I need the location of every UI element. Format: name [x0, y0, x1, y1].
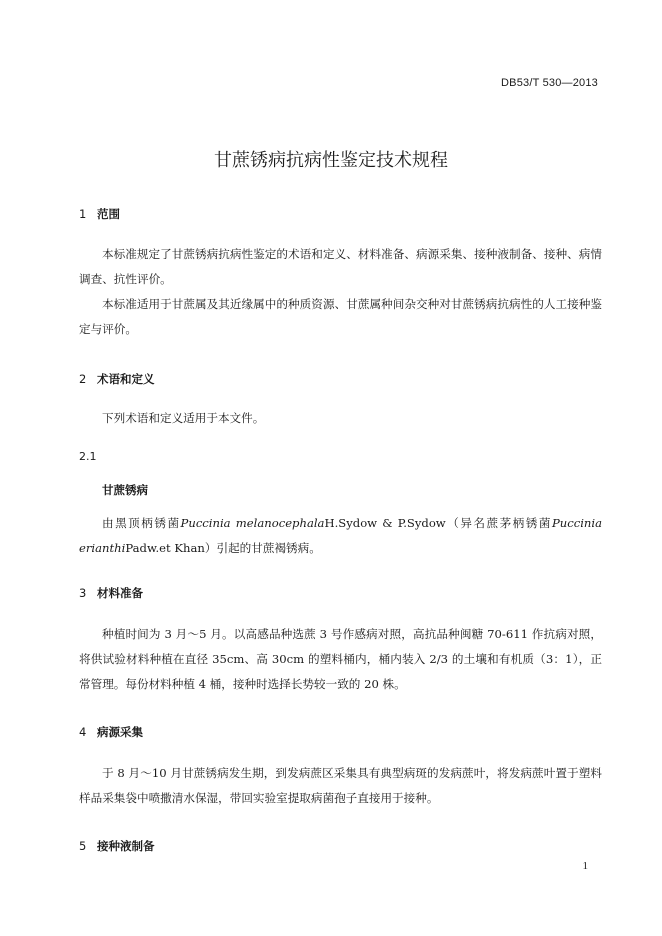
section-2-heading: [79, 371, 155, 387]
section-3-heading: [79, 585, 143, 601]
subsection-number: 2.1: [79, 450, 97, 463]
section-number: 5: [79, 839, 87, 853]
species-name: Puccinia melanocephala: [180, 516, 325, 530]
section-3-paragraph-1: 种植时间为 3 月～5 月。以高感品种选蔗 3 号作感病对照，高抗品种闽糖 70-611 作抗病对照，将供试验材料种植在直径 35cm、高 30cm 的塑料桶内，桶内装入 2/3 的土壤和有机质（3：1），正常管理。每份材料种植 4 桶，接种时选择长势较一致的 20 株。: [79, 627, 602, 691]
section-5-heading: [79, 838, 155, 854]
section-number: 1: [79, 207, 87, 221]
document-title: 甘蔗锈病抗病性鉴定技术规程: [214, 150, 448, 171]
section-2-paragraph-1: 下列术语和定义适用于本文件。: [102, 411, 265, 425]
section-title: 病源采集: [97, 725, 143, 739]
definition-text: 由黑顶柄锈菌: [102, 516, 181, 530]
section-1-paragraph-2: 本标准适用于甘蔗属及其近缘属中的种质资源、甘蔗属种间杂交种对甘蔗锈病抗病性的人工接种鉴定与评价。: [79, 297, 602, 336]
section-title: 范围: [97, 207, 120, 221]
section-4-paragraph-1: 于 8 月～10 月甘蔗锈病发生期，到发病蔗区采集具有典型病斑的发病蔗叶，将发病蔗叶置于塑料样品采集袋中喷撒清水保湿，带回实验室提取病菌孢子直接用于接种。: [79, 766, 602, 805]
section-1-heading: [79, 206, 120, 222]
definition-text: Padw.et Khan）引起的甘蔗褐锈病。: [125, 541, 321, 555]
species-name: Puccinia erianthi: [79, 516, 602, 555]
section-number: 4: [79, 725, 87, 739]
section-1-paragraph-1: 本标准规定了甘蔗锈病抗病性鉴定的术语和定义、材料准备、病源采集、接种液制备、接种、病情调查、抗性评价。: [79, 247, 602, 286]
document-code: DB53/T 530—2013: [501, 77, 598, 89]
term-heading: 甘蔗锈病: [102, 483, 148, 497]
section-title: 材料准备: [97, 586, 143, 600]
section-title: 接种液制备: [97, 839, 155, 853]
term-definition: [79, 511, 602, 561]
section-number: 3: [79, 586, 87, 600]
section-number: 2: [79, 372, 87, 386]
page-number: 1: [582, 860, 588, 872]
section-title: 术语和定义: [97, 372, 155, 386]
definition-text: H.Sydow & P.Sydow（异名蔗茅柄锈菌: [324, 516, 552, 530]
section-4-heading: [79, 724, 143, 740]
